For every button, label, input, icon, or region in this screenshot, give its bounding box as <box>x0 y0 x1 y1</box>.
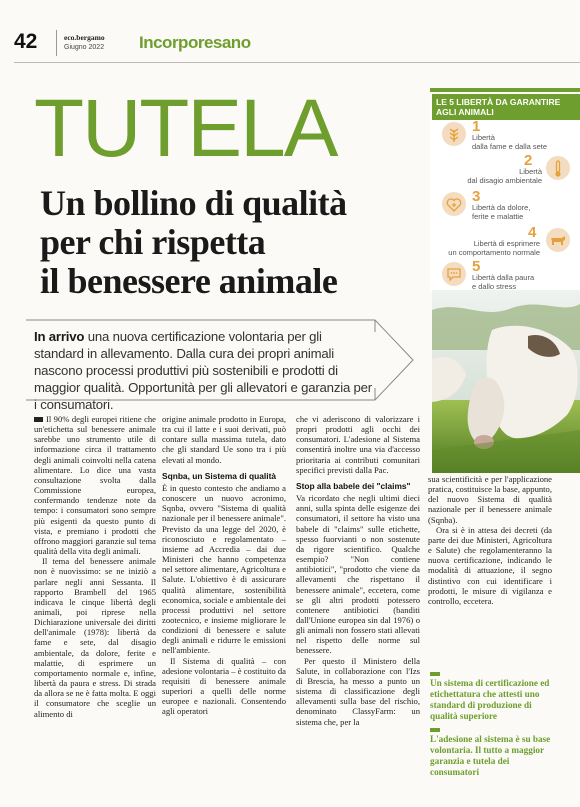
body-column-4 <box>428 474 552 606</box>
lead-text: una nuova certificazione volontaria per gli standard in allevamento. Dalla cura dei propri animali nascono processi produttivi più sostenibili e prodotti di maggior qualità. Opportunità per gli allevatori e garanzia per i consumatori. <box>34 329 373 412</box>
freedom-label <box>472 274 534 291</box>
pullquote-marker <box>430 672 440 676</box>
body-paragraph: Va ricordato che negli ultimi dieci anni, sulla spinta delle esigenze dei consumatori, il settore ha visto una babele di "claims" sulle etichette, spesso fuorvianti o non sostenute da rigore scientifico. Qualche esempio? "Non contiene antibiotici", "prodotto che viene da allevamenti che rispettano il benessere animale", eccetera, come se gli altri prodotti potessero contenere antibiotici (banditi dall'Unione europea sin dal 1976) o gli animali non fossero stati allevati nel rispetto delle norme sul benessere. <box>296 493 420 656</box>
body-paragraph: Il Sistema di qualità – con adesione volontaria – è costituito da requisiti di benessere animale superiori a quelli delle norme europee e nazionali. Consentendo agli operatori <box>162 655 286 717</box>
freedom-label <box>472 204 530 221</box>
headline <box>40 184 420 301</box>
freedom-label <box>472 134 547 151</box>
body-paragraph: Il 90% degli europei ritiene che un'etichetta sul benessere animale sarebbe uno strumento utile di informazione circa il trattamento degli animali coinvolti nella catena alimentare. Lo dice una vasta consultazione svolta dalla Commissione europea, confermando tendenze note da tempo: i consumatori sono sempre più esigenti da questo punto di vista, e premiano i prodotti che offrono maggiori garanzie sul tema qualità della vita degli animali. <box>34 414 156 557</box>
freedom-item-2 <box>432 152 580 186</box>
kicker: TUTELA <box>34 83 337 174</box>
freedom-label <box>462 168 542 185</box>
chat-icon <box>442 262 466 286</box>
freedom-number: 5 <box>472 258 481 275</box>
freedom-label-line: Libertà di esprimere <box>473 239 540 248</box>
body-column-2 <box>162 414 286 717</box>
freedom-item-1 <box>432 118 580 152</box>
header-divider <box>56 30 57 56</box>
pullquote <box>430 678 554 778</box>
freedom-label-line: Libertà da dolore, <box>472 203 531 212</box>
freedom-label-line: un comportamento normale <box>448 247 540 257</box>
headline-line: per chi rispetta <box>40 222 266 262</box>
lead-paragraph <box>34 328 374 413</box>
freedom-label-line: Libertà <box>519 167 542 176</box>
headline-line: Un bollino di qualità <box>40 183 347 223</box>
body-paragraph: È in questo contesto che andiamo a conoscere un nuovo acronimo, Sqnba, ovvero "Sistema di qualità nazionale per il benessere animale". Previsto da una legge del 2020, è riconosciuto e regolamentato – insieme ad Accredia – dai due Ministeri che hanno competenza nel settore alimentare, Agricoltura e Salute. L'obiettivo è di assicurare qualità alimentare, sostenibilità economica, sociale e ambientale dei processi produttivi nel settore zootecnico, e insieme migliorare le condizioni di benessere e salute degli animali e ridurre le emissioni nell'ambiente. <box>162 482 286 656</box>
freedom-item-4 <box>432 224 580 258</box>
body-paragraph: Per questo il Ministero della Salute, in collaborazione con l'Izs di Brescia, ha messo a punto un sistema di classificazione degli allevamenti sulla base del rischio, denominato ClassyFarm: un sistema che, per la <box>296 655 420 727</box>
body-paragraph: Ora si è in attesa dei decreti (da parte dei due Ministeri, Agricoltura e Salute) che regolamenteranno la nuova certificazione, indicando le modalità di attuazione, il segno distintivo con cui identificare i prodotti, le misure di vigilanza e controllo, eccetera. <box>428 524 552 606</box>
thermometer-icon <box>546 156 570 180</box>
body-paragraph: che vi aderiscono di valorizzare i propri prodotti agli occhi dei consumatori. L'adesione al Sistema consentirà inoltre una via d'accesso prioritaria ai contributi comunitari specifici previsti dalla Pac. <box>296 414 420 475</box>
freedom-label-line: dalla fame e dalla sete <box>472 141 548 151</box>
freedom-label-line: ferite e malattie <box>472 211 524 221</box>
page-number: 42 <box>14 30 38 53</box>
freedom-label-line: Libertà <box>472 133 495 142</box>
lead-in: In arrivo <box>34 329 85 344</box>
freedom-number: 1 <box>472 118 481 135</box>
subheading: Stop alla babele dei "claims" <box>296 480 411 491</box>
wheat-icon <box>442 122 466 146</box>
freedom-label-line: dal disagio ambientale <box>467 175 542 185</box>
subheading: Sqnba, un Sistema di qualità <box>162 470 277 481</box>
cows-grazing-photo <box>432 290 580 473</box>
publication-name: eco.bergamo <box>64 33 105 42</box>
cow-icon <box>546 228 570 252</box>
pullquote-marker <box>430 728 440 732</box>
freedom-item-5 <box>432 258 580 292</box>
freedom-number: 4 <box>528 224 537 241</box>
freedom-label <box>432 240 540 257</box>
freedom-label-line: e dallo stress <box>472 281 517 291</box>
freedom-item-3 <box>432 188 580 222</box>
issue-date: Giugno 2022 <box>64 44 105 51</box>
freedoms-box-title: LE 5 LIBERTÀ DA GARANTIRE AGLI ANIMALI <box>432 94 580 120</box>
body-column-3 <box>296 414 420 727</box>
body-paragraph: sua scientificità e per l'applicazione pratica, costituisce la base, appunto, del nuovo Sistema di qualità nazionale per il benessere animale (Sqnba). <box>428 474 552 525</box>
freedom-number: 3 <box>472 188 481 205</box>
header-rule <box>14 62 580 63</box>
freedom-label-line: Libertà dalla paura <box>472 273 535 282</box>
body-column-1 <box>34 414 156 719</box>
pullquote-text: Un sistema di certificazione ed etichettatura che attesti uno standard di produzione di qualità superiore <box>430 678 550 721</box>
section-title: Incorporesano <box>139 33 251 52</box>
headline-line: il benessere animale <box>40 261 338 301</box>
freedom-number: 2 <box>524 152 533 169</box>
pullquote-text: L'adesione al sistema è su base volontaria. Il tutto a maggior garanzia e tutela dei consumatori <box>430 734 551 777</box>
body-paragraph: origine animale prodotto in Europa, tra cui il latte e i suoi derivati, può contare sulla massima tutela, dato che gli standard Ue sono tra i più elevati al mondo. <box>162 414 286 465</box>
body-paragraph: Il tema del benessere animale non è nuovissimo: se ne iniziò a parlare negli anni Sessanta. Il rapporto Brambell del 1965 indicava le cinque libertà degli animali, poi riprese nella Dichiarazione universale dei diritti dell'animale (1978): libertà da fame e sete, dal disagio ambientale, da dolore, ferite e malattie, di esprimere un comportamento normale e, infine, libertà da paura e stress. Di strada da allora se ne è fatta molta. E oggi il consumatore che sceglie un alimento di <box>34 556 156 719</box>
heart-cross-icon <box>442 192 466 216</box>
